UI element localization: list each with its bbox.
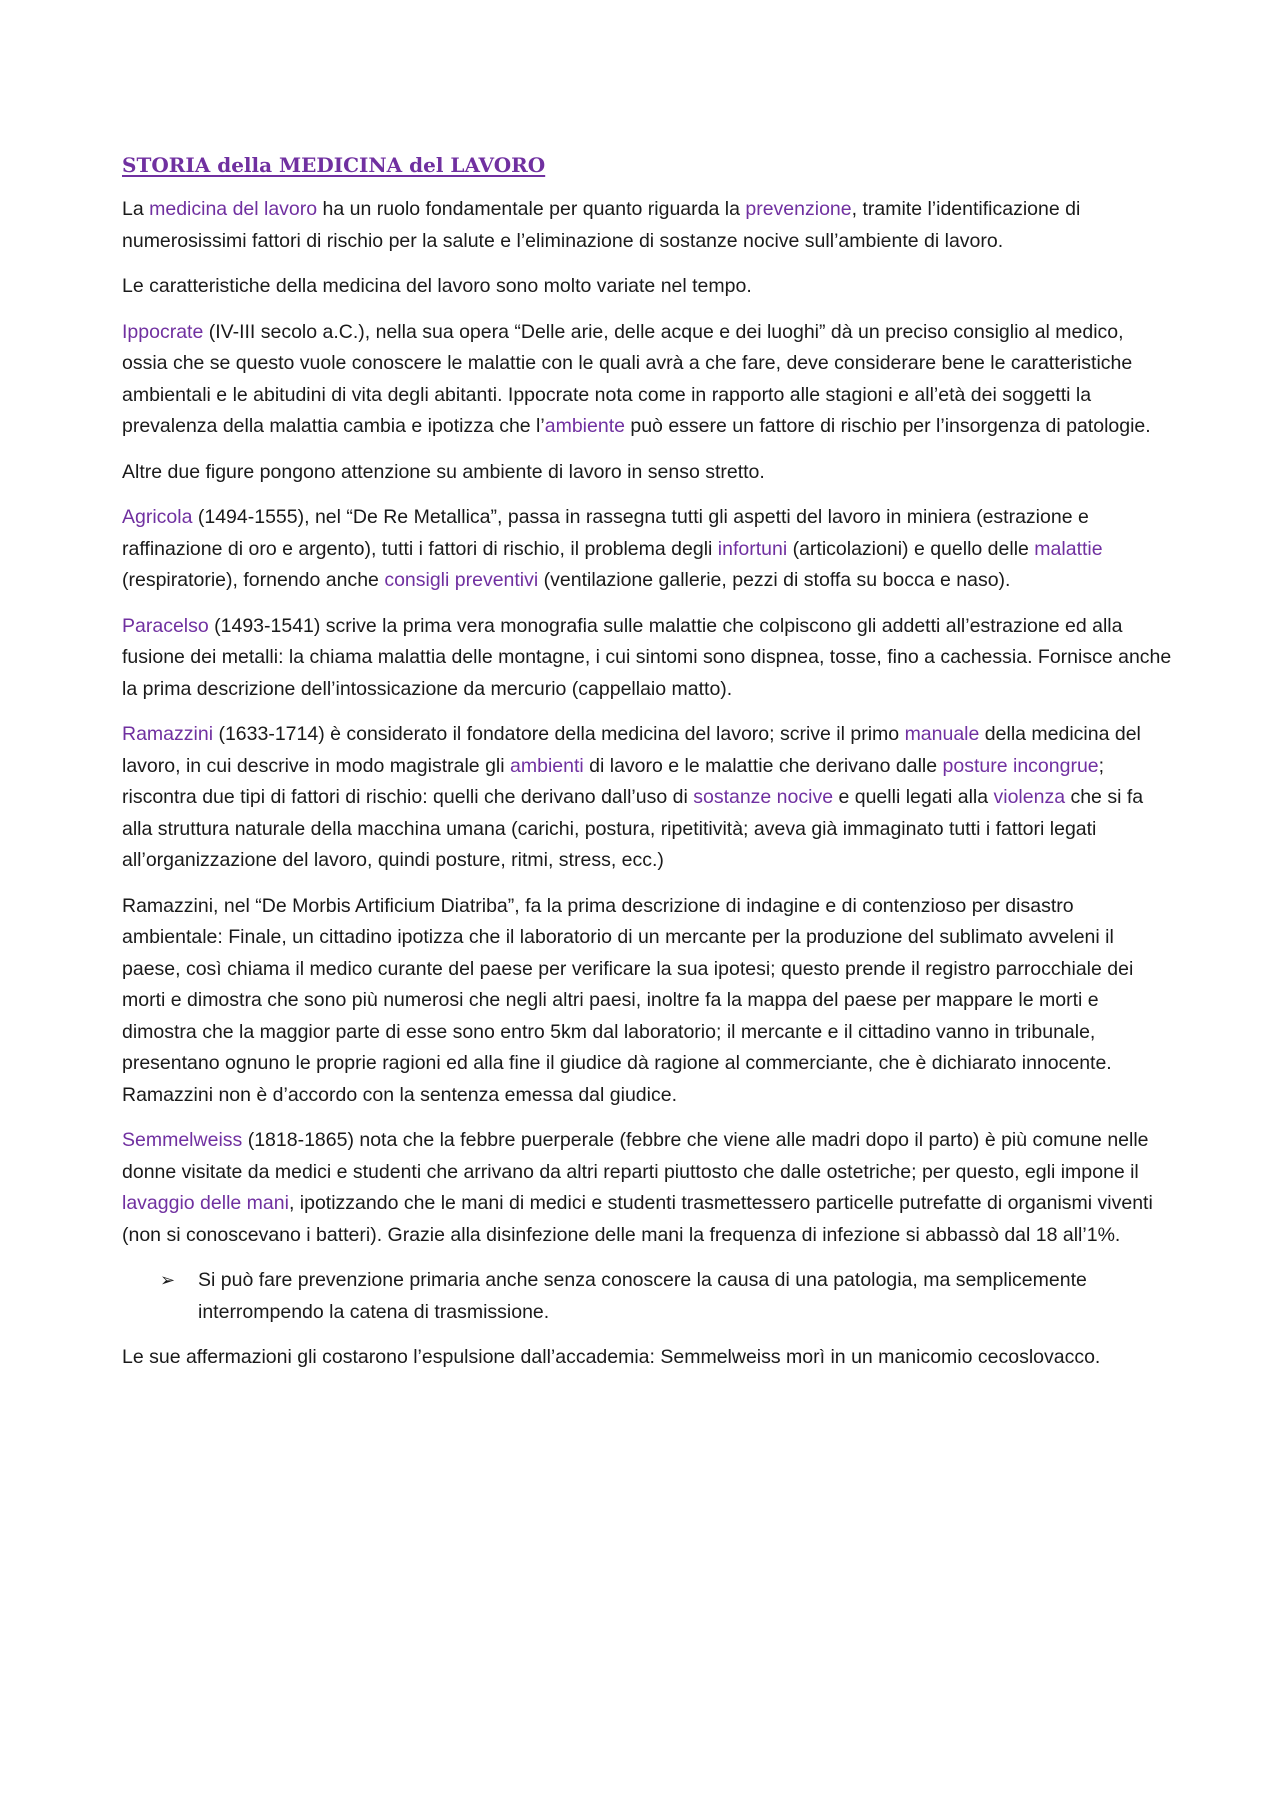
paragraph-two-figures	[122, 457, 1172, 489]
highlight-term: malattie	[1034, 537, 1103, 560]
highlight-term: posture incongrue	[942, 754, 1099, 777]
arrow-bullet-icon: ➢	[160, 1270, 176, 1291]
text-run: (1493-1541) scrive la prima vera monografia sulle malattie che colpiscono gli addetti all’estrazione ed alla fusione dei metalli: la chiama malattia delle montagne, i cui sintomi sono dispnea, tosse, fino a cachessia. Fornisce anche la prima descrizione dell’intossicazione da mercurio (cappellaio matto).	[122, 614, 1172, 700]
text-run: e quelli legati alla	[833, 786, 994, 808]
text-run: La	[122, 198, 150, 220]
text-run: che si fa alla struttura naturale della macchina umana (carichi, postura, ripetitività; aveva già immaginato tutti i fattori legati all’organizzazione del lavoro, quindi posture, ritmi, stress, ecc.)	[122, 786, 1144, 871]
text-run: , tramite l’identificazione di numerosissimi fattori di rischio per la salute e l’eliminazione di sostanze nocive sull’ambiente di lavoro.	[122, 198, 1081, 252]
highlight-term: consigli preventivi	[384, 569, 539, 591]
paragraph-semmelweiss	[122, 1125, 1172, 1251]
highlight-term: violenza	[993, 786, 1066, 808]
highlight-term: lavaggio delle mani	[122, 1192, 289, 1214]
text-run: ha un ruolo fondamentale per quanto riguarda la	[317, 198, 746, 220]
document-body	[122, 150, 1172, 1388]
text-run: di lavoro e le malattie che derivano dalle	[583, 754, 943, 777]
text-run: ; riscontra due tipi di fattori di rischio: quelli che derivano dall’uso di	[122, 754, 1105, 808]
highlight-term: ambiente	[544, 415, 625, 437]
highlight-term: Agricola	[122, 506, 193, 528]
text-run: (1494-1555), nel “De Re Metallica”, passa in rassegna tutti gli aspetti del lavoro in miniera (estrazione e raffinazione di oro e argento), tutti i fattori di rischio, il problema degli	[122, 506, 1089, 560]
highlight-term: Ramazzini	[122, 723, 214, 745]
paragraph-ramazzini-diatriba	[122, 891, 1172, 1112]
highlight-term: Semmelweiss	[122, 1129, 243, 1151]
highlight-term: sostanze nocive	[693, 786, 834, 808]
text-run: (1818-1865) nota che la febbre puerperale (febbre che viene alle madri dopo il parto) è più comune nelle donne visitate da medici e studenti che arrivano da altri reparti piuttosto che dalle ostetriche; per questo, egli impone il	[122, 1129, 1149, 1183]
text-run: della medicina del lavoro, in cui descrive in modo magistrale gli	[122, 723, 1141, 777]
paragraph-intro	[122, 194, 1172, 257]
text-run: , ipotizzando che le mani di medici e studenti trasmettessero particelle putrefatte di organismi viventi (non si conoscevano i batteri). Grazie alla disinfezione delle mani la frequenza di infezione si abbassò dal 18 all’1%.	[122, 1192, 1153, 1246]
highlight-term: manuale	[904, 723, 980, 745]
paragraph-paracelso	[122, 611, 1172, 706]
text-run: (ventilazione gallerie, pezzi di stoffa su bocca e naso).	[538, 569, 1011, 591]
text-run: (1633-1714) è considerato il fondatore della medicina del lavoro; scrive il primo	[213, 723, 905, 745]
text-run: Le sue affermazioni gli costarono l’espulsione dall’accademia: Semmelweiss morì in un manicomio cecoslovacco.	[122, 1346, 1101, 1368]
highlight-term: medicina del lavoro	[149, 198, 318, 220]
text-run: può essere un fattore di rischio per l’insorgenza di patologie.	[624, 415, 1151, 437]
paragraph-change-over-time	[122, 271, 1172, 303]
text-run: (articolazioni) e quello delle	[787, 537, 1035, 560]
highlight-term: Paracelso	[122, 614, 209, 637]
text-run: Le caratteristiche della medicina del lavoro sono molto variate nel tempo.	[122, 275, 752, 297]
highlight-term: Ippocrate	[122, 320, 204, 343]
paragraph-agricola	[122, 502, 1172, 597]
highlight-term: infortuni	[717, 537, 788, 560]
highlight-term: ambienti	[510, 754, 584, 777]
text-run: Altre due figure pongono attenzione su ambiente di lavoro in senso stretto.	[122, 460, 765, 483]
page-title: STORIA della MEDICINA del LAVORO	[122, 153, 546, 177]
highlight-term: prevenzione	[745, 198, 852, 220]
bullet-item	[122, 1265, 1172, 1328]
paragraph-ippocrate	[122, 317, 1172, 443]
text-run: Ramazzini, nel “De Morbis Artificium Diatriba”, fa la prima descrizione di indagine e di contenzioso per disastro ambientale: Finale, un cittadino ipotizza che il laboratorio di un mercante per la produzione del sublimato avveleni il paese, così chiama il medico curante del paese per verificare la sua ipotesi; questo prende il registro parrocchiale dei morti e dimostra che sono più numerosi che negli altri paesi, inoltre fa la mappa del paese per mappare le morti e dimostra che la maggior parte di esse sono entro 5km dal laboratorio; il mercante e il cittadino vanno in tribunale, presentano ognuno le proprie ragioni ed alla fine il giudice dà ragione al commerciante, che è dichiarato innocente. Ramazzini non è d’accordo con la sentenza emessa dal giudice.	[122, 894, 1134, 1106]
paragraph-ramazzini	[122, 719, 1172, 877]
paragraph-conclusion	[122, 1342, 1172, 1374]
bullet-text: Si può fare prevenzione primaria anche senza conoscere la causa di una patologia, ma semplicemente interrompendo la catena di trasmissione.	[198, 1269, 1087, 1323]
text-run: (respiratorie), fornendo anche	[122, 569, 385, 591]
text-run: (IV-III secolo a.C.), nella sua opera “Delle arie, delle acque e dei luoghi” dà un preciso consiglio al medico, ossia che se questo vuole conoscere le malattie con le quali avrà a che fare, deve considerare bene le caratteristiche ambientali e le abitudini di vita degli abitanti. Ippocrate nota come in rapporto alle stagioni e all’età dei soggetti la prevalenza della malattia cambia e ipotizza che l’	[122, 320, 1133, 437]
